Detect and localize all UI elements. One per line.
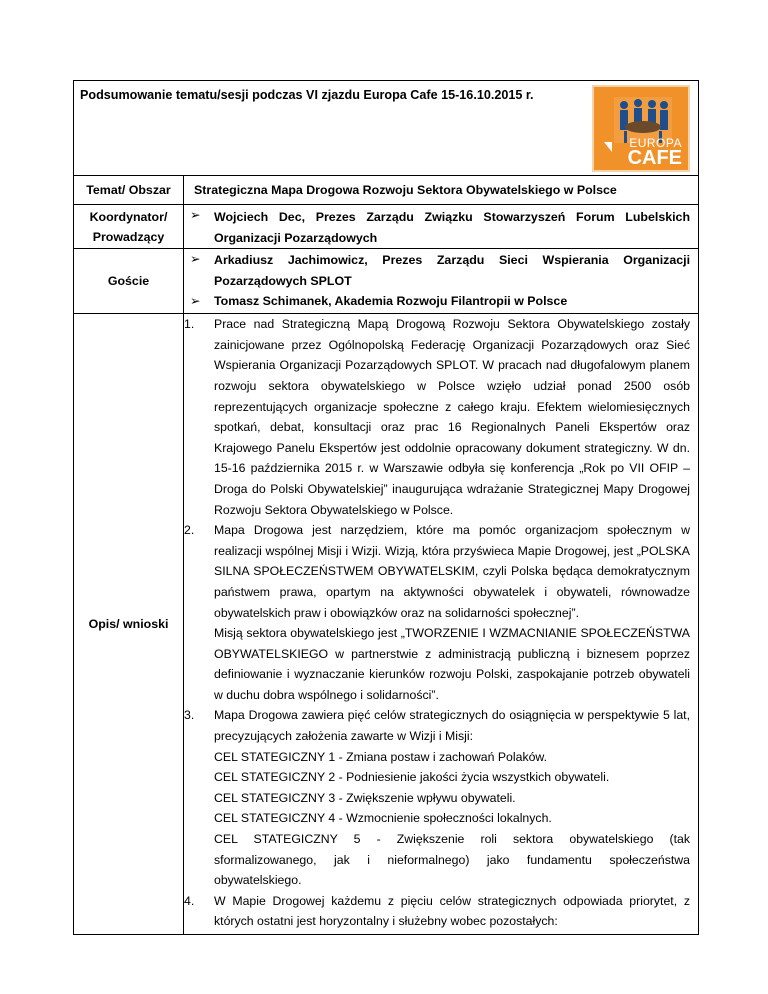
europa-cafe-logo — [592, 85, 690, 172]
cel-1: CEL STATEGICZNY 1 - Zmiana postaw i zachowań Polaków. — [214, 749, 548, 764]
temat-value: Strategiczna Mapa Drogowa Rozwoju Sektora Obywatelskiego w Polsce — [194, 183, 617, 197]
document-title: Podsumowanie tematu/sesji podczas VI zjazdu Europa Cafe 15-16.10.2015 r. — [80, 88, 534, 102]
goscie-row — [74, 249, 699, 314]
opis-row — [74, 314, 699, 935]
logo-text-cafe: CAFE — [627, 147, 683, 169]
list-item-3: 3. Mapa Drogowa zawiera pięć celów strategicznych do osiągnięcia w perspektywie 5 lat, precyzujących założenia zawarte w Wizji i Misji: CEL STATEGICZNY 1 - Zmiana postaw i zachowań Polaków. CEL STATEGICZNY 2 - Podniesienie jakości życia wszystkich obywateli. CEL STATEGICZNY 3 - Zwiększenie wpływu obywateli. CEL STATEGICZNY 4 - Wzmocnienie społeczności lokalnych. CEL STATEGICZNY 5 - Zwiększenie roli sektora obywatelskiego (tak sformalizowanego, jak i nieformalnego) jako fundamentu społeczeństwa obywatelskiego. — [184, 705, 698, 890]
cel-4: CEL STATEGICZNY 4 - Wzmocnienie społeczności lokalnych. — [214, 811, 552, 826]
koordynator-row — [74, 205, 699, 249]
koordynator-item: ➢ Wojciech Dec, Prezes Zarządu Związku Stowarzyszeń Forum Lubelskich Organizacji Pozarządowych — [184, 205, 698, 248]
speech-bubble-tail — [604, 142, 612, 152]
opis-label: Opis/ wnioski — [88, 617, 169, 632]
cel-3: CEL STATEGICZNY 3 - Zwiększenie wpływu obywateli. — [214, 790, 516, 805]
arrow-bullet-icon: ➢ — [190, 252, 201, 267]
arrow-bullet-icon: ➢ — [190, 208, 201, 222]
header-cell — [74, 81, 699, 176]
temat-row — [74, 176, 699, 205]
temat-label: Temat/ Obszar — [86, 183, 171, 197]
arrow-bullet-icon: ➢ — [190, 294, 201, 309]
cel-2: CEL STATEGICZNY 2 - Podniesienie jakości życia wszystkich obywateli. — [214, 770, 610, 785]
list-item-2: 2. Mapa Drogowa jest narzędziem, które ma pomóc organizacjom społecznym w realizacji wspólnej Misji i Wizji. Wizją, która przyświeca Mapie Drogowej, jest „POLSKA SILNA SPOŁECZEŃSTWEM OBYWATELSKIM, czyli Polska będąca demokratycznym państwem prawa, opartym na aktywności obywatelek i obywateli, równowadze obywatelskich praw i obowiązków oraz na solidarności społecznej”. Misją sektora obywatelskiego jest „TWORZENIE I WZMACNIANIE SPOŁECZEŃSTWA OBYWATELSKIEGO w partnerstwie z administracją publiczną i biznesem poprzez definiowanie i wyznaczanie kierunków rozwoju Polski, zaspokajanie potrzeb obywateli w duchu dobra wspólnego i solidarności”. — [184, 520, 698, 705]
koordynator-label: Koordynator/ Prowadzący — [89, 210, 168, 244]
misja-paragraph: Misją sektora obywatelskiego jest „TWORZENIE I WZMACNIANIE SPOŁECZEŃSTWA OBYWATELSKIEGO w partnerstwie z administracją publiczną i biznesem poprzez definiowanie i wyznaczanie kierunków rozwoju Polski, zaspokajanie potrzeb obywateli w duchu dobra wspólnego i solidarności”. — [214, 626, 691, 702]
header-row — [74, 81, 699, 176]
summary-table — [73, 80, 699, 935]
goscie-item-2: ➢ Tomasz Schimanek, Akademia Rozwoju Filantropii w Polsce — [184, 291, 698, 312]
logo-text-europa: EUROPA — [629, 136, 683, 150]
list-item-1: 1. Prace nad Strategiczną Mapą Drogową Rozwoju Sektora Obywatelskiego zostały zainicjowane przez Ogólnopolską Federację Organizacji Pozarządowych oraz Sieć Wspierania Organizacji Pozarządowych SPLOT. W pracach nad długofalowym planem rozwoju sektora obywatelskiego w Polsce wzięło udział ponad 2500 osób reprezentujących organizacje społeczne z całego kraju. Efektem wielomiesięcznych spotkań, debat, konsultacji oraz prac 16 Regionalnych Paneli Ekspertów oraz Krajowego Panelu Ekspertów jest oddolnie opracowany dokument strategiczny. W dn. 15-16 października 2015 r. w Warszawie odbyła się konferencja „Rok po VII OFIP – Droga do Polski Obywatelskiej” inaugurująca wdrażanie Strategicznej Mapy Drogowej Rozwoju Sektora Obywatelskiego w Polsce. — [184, 317, 691, 517]
goscie-label: Goście — [107, 274, 150, 289]
cel-5: CEL STATEGICZNY 5 - Zwiększenie roli sektora obywatelskiego (tak sformalizowanego, jak i nieformalnego) jako fundamentu społeczeństwa obywatelskiego. — [214, 832, 691, 888]
goscie-item-1: ➢ Arkadiusz Jachimowicz, Prezes Zarządu Sieci Wspierania Organizacji Pozarządowych SPLOT — [184, 249, 698, 291]
list-item-4: 4. W Mapie Drogowej każdemu z pięciu celów strategicznych odpowiada priorytet, z których ostatni jest horyzontalny i służebny wobec pozostałych: — [184, 893, 691, 929]
